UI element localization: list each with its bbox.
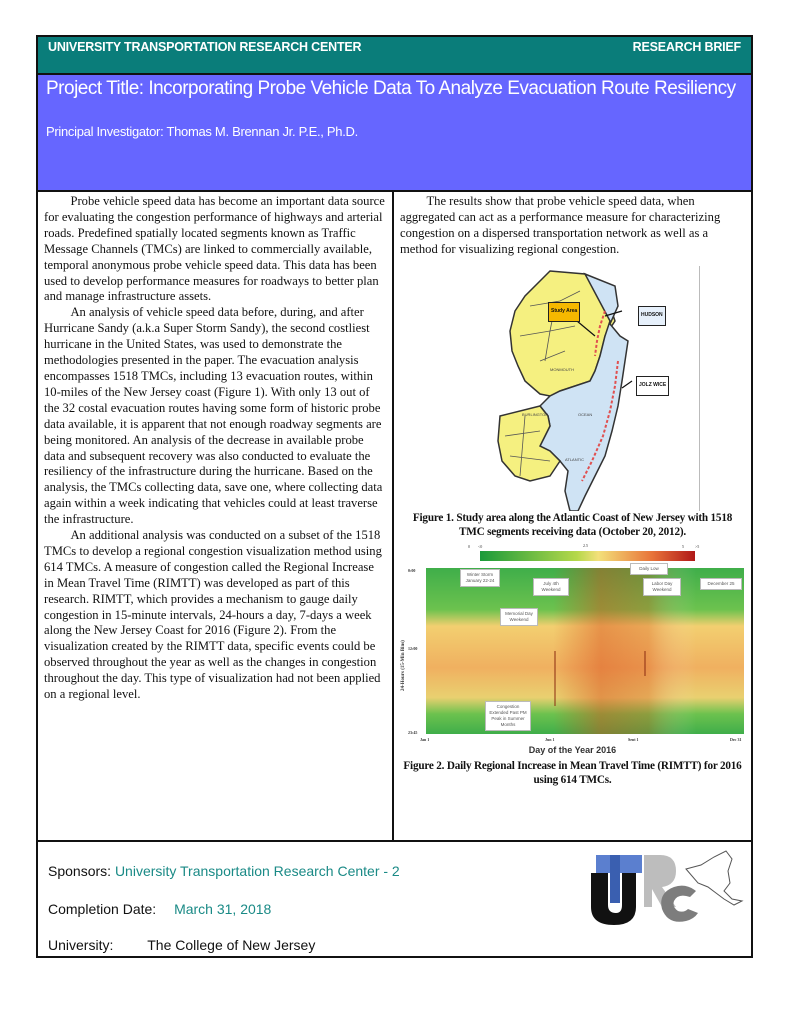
university-row: [48, 937, 315, 953]
right-column: [394, 192, 751, 840]
svg-text:BURLINGTON: BURLINGTON: [522, 411, 549, 417]
map-divider: [699, 266, 700, 511]
svg-text:Dec 31: Dec 31: [730, 736, 742, 741]
annotation-memorial-day: Memorial Day Weekend: [500, 608, 538, 626]
svg-text:Jun 1: Jun 1: [545, 736, 555, 741]
completion-row: [48, 901, 271, 917]
figure1-caption: Figure 1. Study area along the Atlantic Coast of New Jersey with 1518 TMC segments receiving data (October 20, 2012).: [412, 511, 733, 538]
university-value: The College of New Jersey: [147, 937, 316, 953]
annotation-winter-storm: Winter Storm January 22-24: [460, 569, 500, 587]
annotation-congestion-summer: Congestion Extended Past PM Peak in Summer Months: [485, 701, 531, 731]
svg-text:>5: >5: [695, 543, 700, 549]
org-name: UNIVERSITY TRANSPORTATION RESEARCH CENTER: [48, 40, 362, 54]
completion-label: Completion Date:: [48, 901, 157, 917]
annotation-july4: July 4th Weekend: [533, 578, 569, 596]
svg-text:23:45: 23:45: [408, 729, 418, 735]
left-column: [38, 192, 394, 840]
paragraph-rimtt: An additional analysis was conducted on a subset of the 1518 TMCs to develop a regional congestion visualization method using 614 TMCs. A measure of congestion called the Regional Increase in Mean Travel Time (RIMTT) was developed as part of this research. RIMTT, which provides a mechanism to gauge daily congestion in 15-minute intervals, 24-hours a day, 7-days a week along the New Jersey Coast for 2016 (Figure 2). From the visualization created by the RIMTT data, specific events could be observed throughout the year as well as the changes in congestion throughout the day. This type of visualization had not been applied on a regional level.: [44, 528, 382, 702]
completion-value: March 31, 2018: [174, 901, 272, 917]
jolz-callout: JOLZ WICE: [636, 376, 669, 396]
figure2-heatmap: [400, 541, 745, 759]
svg-text:<0: <0: [478, 543, 483, 549]
sponsors-label: Sponsors:: [48, 863, 112, 879]
footer: [36, 841, 753, 958]
paragraph-sandy: An analysis of vehicle speed data before, during, and after Hurricane Sandy (a.k.a Super Storm Sandy), the second costliest hurricane in the United States, was used to demonstrate the methodologies presented in the paper. The evacuation analysis encompasses 1518 TMCs, including 13 evacuation routes, within 10-miles of the New Jersey coast (Figure 1). With only 13 out of the 32 costal evacuation routes having some form of historic probe data available, it is apparent that not enough roadway segments are being monitored. An analysis of the decrease in available probe data and subsequent recovery was also conducted to evaluate the resiliency of the infrastructure during the hurricane. Based on the analysis, the TMCs collecting data, save one, where collecting data again within a week indicating that vehicles could at least traverse the infrastructure.: [44, 305, 383, 527]
annotation-labor-day: Labor Day Weekend: [643, 578, 681, 596]
svg-text:24-Hours (15-Min Bins): 24-Hours (15-Min Bins): [401, 639, 406, 691]
x-axis-label: Day of the Year 2016: [528, 744, 617, 755]
paragraph-intro: Probe vehicle speed data has become an important data source for evaluating the congestion performance of highways and arterial roads. Predefined spatially located segments known as Traffic Message Channels (TMCs) are linked to commercially available, temporal anonymous probe vehicle speed data. This data has been used to develop performance measures for roadways to better plan and manage infrastructure assets.: [44, 194, 385, 304]
research-brief-page: [36, 35, 753, 842]
sponsors-row: [48, 863, 400, 879]
rimtt-heatmap-icon: [400, 541, 745, 741]
annotation-daily-low: Daily Low: [630, 563, 668, 575]
svg-text:Sept 1: Sept 1: [628, 736, 639, 741]
svg-text:0: 0: [468, 543, 470, 549]
svg-text:12:00: 12:00: [408, 645, 418, 651]
annotation-december-25: December 25: [700, 578, 742, 590]
project-title: Project Title: Incorporating Probe Vehicle Data To Analyze Evacuation Route Resiliency: [46, 78, 736, 99]
figure1-map: [400, 266, 745, 511]
utrc-logo-icon: [586, 847, 756, 925]
svg-text:0:00: 0:00: [408, 567, 416, 573]
university-label: University:: [48, 937, 114, 953]
title-band: [36, 73, 753, 192]
figure2-caption: Figure 2. Daily Regional Increase in Mean Travel Time (RIMTT) for 2016 using 614 TMCs.: [403, 759, 742, 786]
svg-text:OCEAN: OCEAN: [578, 411, 593, 417]
svg-text:Jan 1: Jan 1: [420, 736, 430, 741]
principal-investigator: Principal Investigator: Thomas M. Brennan Jr. P.E., Ph.D.: [46, 124, 358, 139]
hudson-callout: HUDSON: [638, 306, 666, 326]
doc-type: RESEARCH BRIEF: [632, 40, 741, 54]
body-columns: [36, 192, 753, 842]
header-band: [36, 35, 753, 73]
svg-text:ATLANTIC: ATLANTIC: [565, 456, 585, 462]
svg-text:5: 5: [682, 543, 684, 549]
sponsors-value: University Transportation Research Center - 2: [114, 863, 400, 879]
study-area-callout: Study Area: [548, 302, 580, 322]
svg-text:2.5: 2.5: [583, 542, 588, 548]
paragraph-results: The results show that probe vehicle speed data, when aggregated can act as a performance measure for characterizing congestion on a dispersed transportation network as well as a method for visualizing regional congestion.: [400, 194, 721, 256]
svg-text:MONMOUTH: MONMOUTH: [550, 366, 574, 372]
